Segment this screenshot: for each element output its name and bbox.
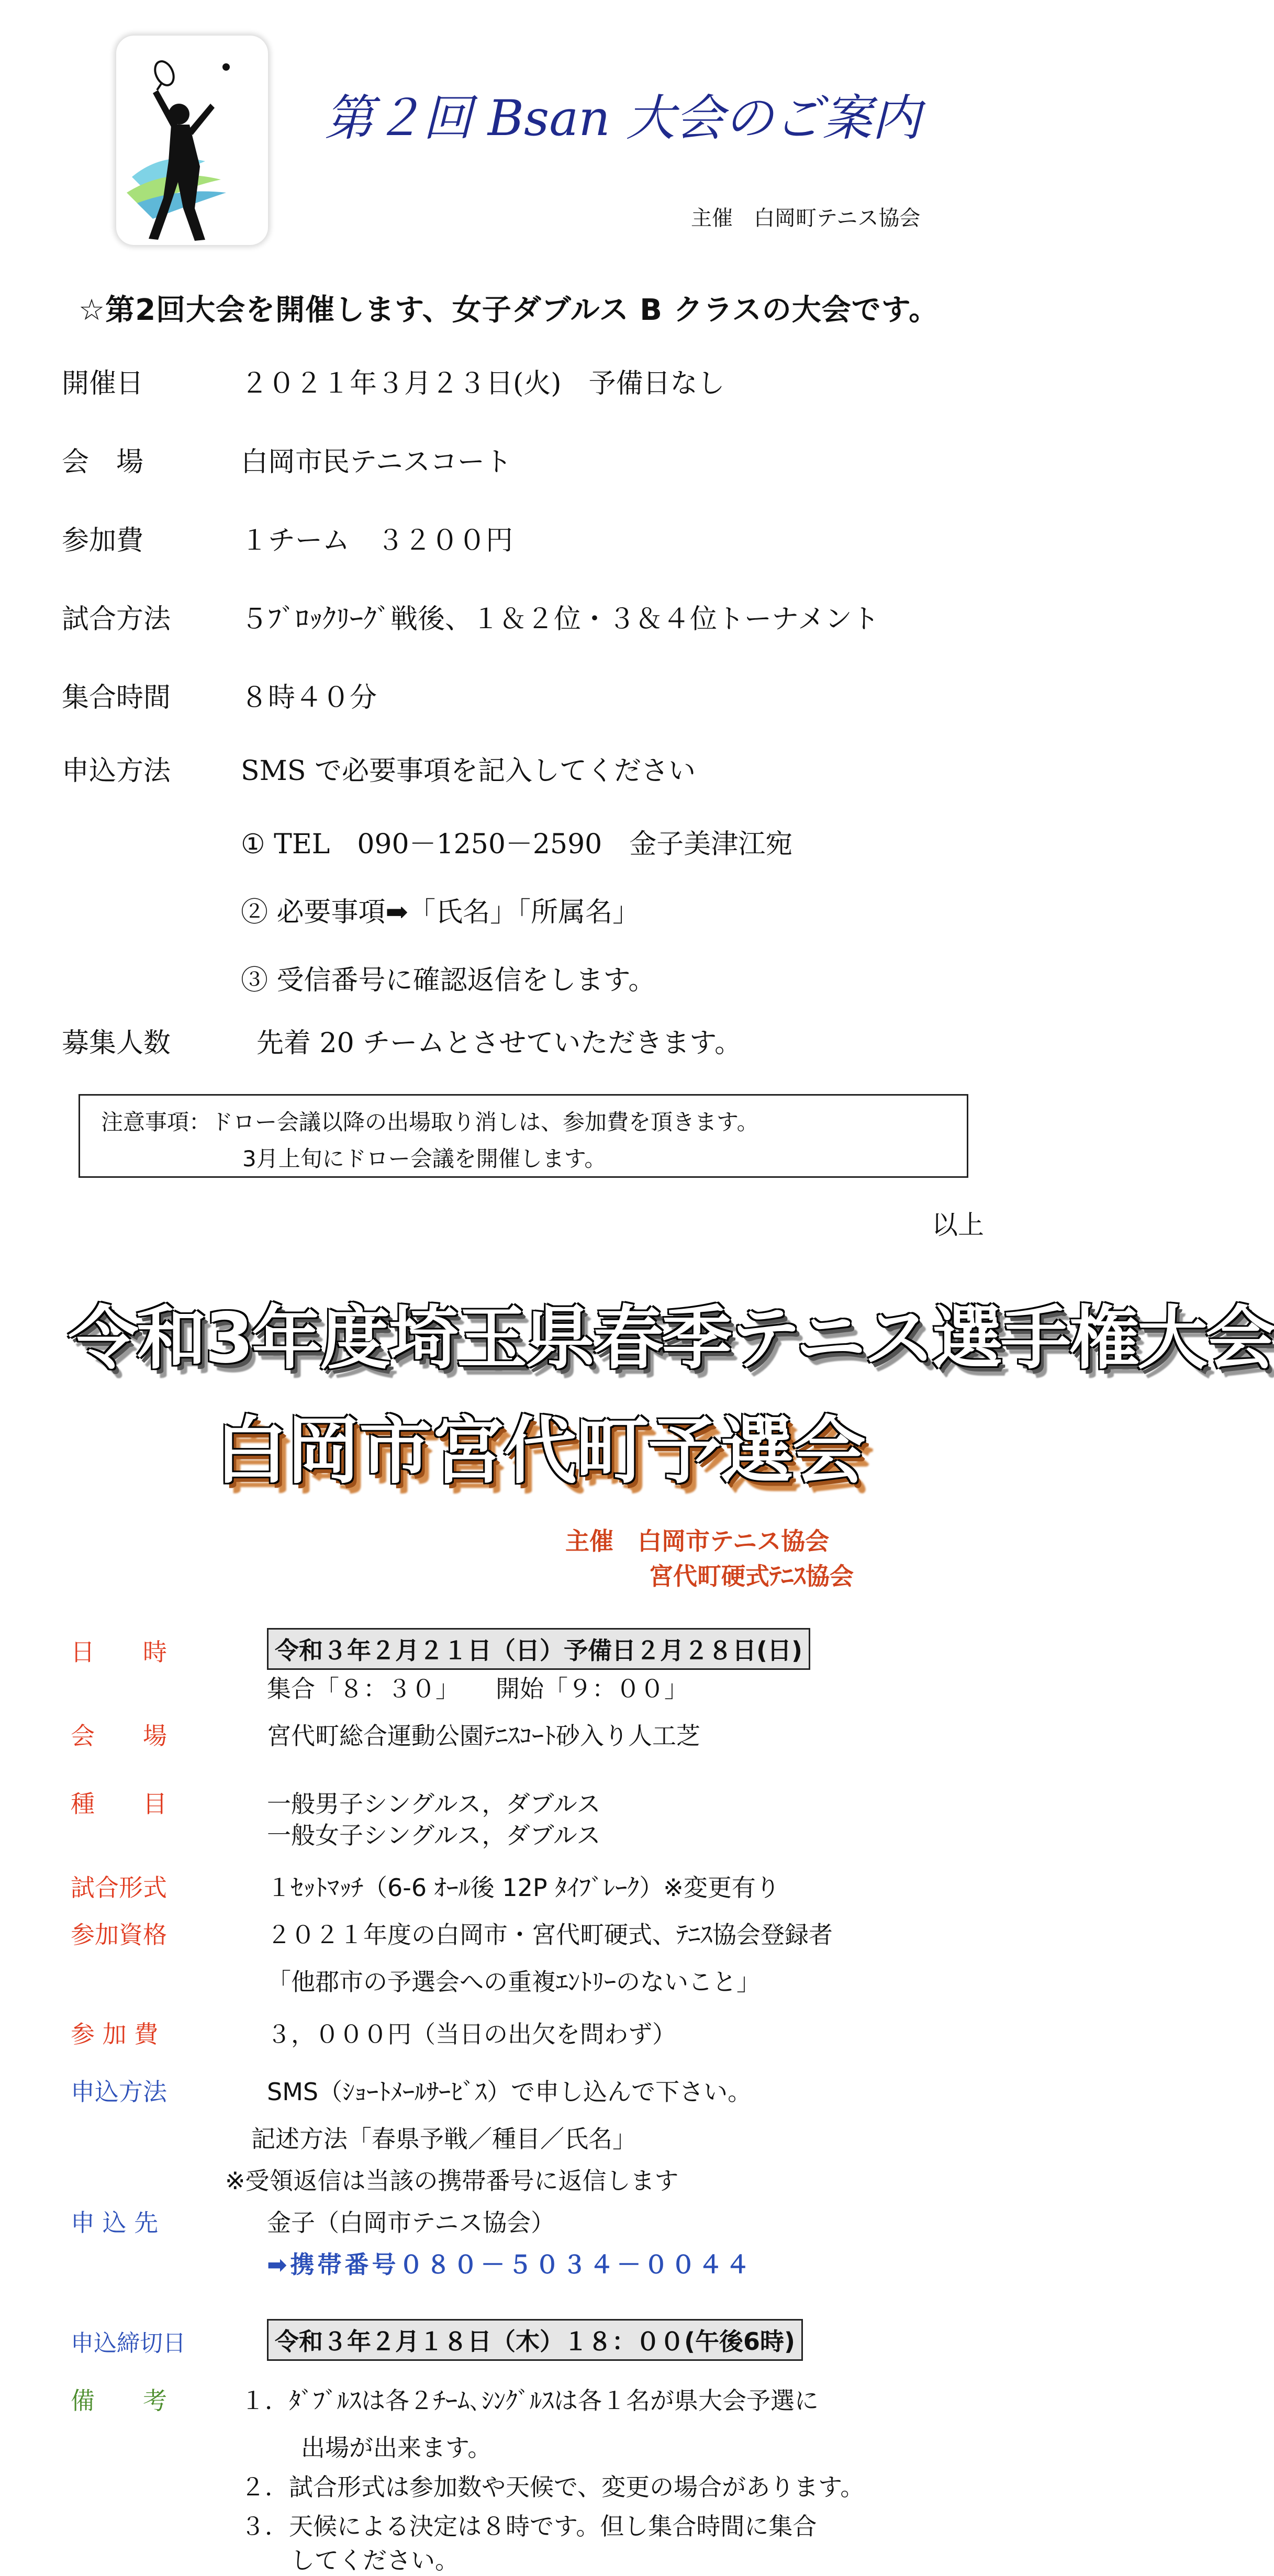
entry-fee-label: 参 加 費 — [71, 2020, 159, 2048]
application-value-1: SMS（ｼｮｰﾄﾒｰﾙｻｰﾋﾞｽ）で申し込んで下さい。 — [267, 2078, 752, 2106]
tournament-subtitle: 白岡市宮代町予選会 — [215, 1409, 865, 1494]
qualification-value-2: 「他郡市の予選会への重複ｴﾝﾄﾘｰのないこと」 — [267, 1968, 761, 1996]
qualification-label: 参加資格 — [71, 1921, 167, 1949]
contact-label: 申 込 先 — [71, 2209, 159, 2237]
apply-step-1: ① TEL 090－1250－2590 金子美津江宛 — [241, 829, 793, 860]
format-value: ５ﾌﾞﾛｯｸﾘｰｸﾞ戦後、１＆２位・３＆４位トーナメント — [241, 604, 879, 635]
apply-step-3: ③ 受信番号に確認返信をします。 — [241, 965, 656, 996]
schedule-sub: 集合「８：３０」 開始「９：００」 — [267, 1675, 688, 1703]
event-value-2: 一般女子シングルス，ダブルス — [267, 1821, 601, 1849]
apply-step-2: ② 必要事項➡「氏名」「所属名」 — [241, 897, 640, 928]
schedule-label: 日 時 — [71, 1638, 167, 1666]
recruit-value: 先着 20 チームとさせていただきます。 — [256, 1028, 742, 1059]
application-value-3: ※受領返信は当該の携帯番号に返信します — [225, 2167, 679, 2195]
closing-text: 以上 — [932, 1210, 984, 1240]
event-label: 種 目 — [71, 1790, 167, 1818]
application-value-2: 記述方法「春県予戦／種目／氏名」 — [251, 2125, 636, 2153]
date-label: 開催日 — [62, 368, 144, 399]
meet-time-label: 集合時間 — [62, 682, 171, 713]
format-label: 試合方法 — [62, 604, 171, 635]
headline: ☆第2回大会を開催します、女子ダブルス B クラスの大会です。 — [79, 293, 939, 327]
organizer: 主催 白岡町テニス協会 — [691, 206, 921, 230]
contact-value: 金子（白岡市テニス協会） — [267, 2209, 555, 2237]
page-title: 第２回 Bsan 大会のご案内 — [325, 90, 921, 147]
entry-fee-value: ３，０００円（当日の出欠を問わず） — [267, 2020, 676, 2048]
phone-number: ➡携帯番号０８０－５０３４－００４４ — [267, 2250, 753, 2279]
deadline-value: 令和３年２月１８日（木）１８：００(午後6時) — [267, 2319, 803, 2361]
apply-label: 申込方法 — [62, 755, 171, 787]
note-1a: １．ﾀﾞﾌﾞﾙｽは各２ﾁｰﾑ､ｼﾝｸﾞﾙｽは各１名が県大会予選に — [241, 2387, 819, 2415]
tournament-title: 令和3年度埼玉県春季テニス選手権大会 — [68, 1298, 1274, 1379]
fee-value: １チーム ３２００円 — [241, 525, 513, 556]
notice-line-1: 注意事項：ドロー会議以降の出場取り消しは、参加費を頂きます。 — [101, 1109, 759, 1135]
organizer-2: 宮代町硬式ﾃﾆｽ協会 — [649, 1562, 854, 1590]
note-3b: してください。 — [290, 2546, 459, 2574]
tennis-player-icon — [116, 36, 268, 245]
notes-label: 備 考 — [71, 2387, 167, 2415]
recruit-label: 募集人数 — [62, 1028, 171, 1059]
meet-time-value: ８時４０分 — [241, 682, 377, 713]
schedule-value: 令和３年２月２１日（日）予備日２月２８日(日) — [267, 1628, 810, 1670]
note-3a: ３．天候による決定は８時です。但し集合時間に集合 — [241, 2512, 817, 2540]
venue-label: 会 場 — [62, 447, 144, 478]
organizer-1: 主催 白岡市テニス協会 — [565, 1527, 830, 1555]
notice-line-2: 3月上旬にドロー会議を開催します。 — [242, 1146, 607, 1172]
apply-value: SMS で必要事項を記入してください — [241, 755, 696, 787]
venue2-label: 会 場 — [71, 1722, 167, 1750]
match-format-label: 試合形式 — [71, 1874, 167, 1902]
tennis-player-logo — [116, 36, 268, 245]
event-value-1: 一般男子シングルス，ダブルス — [267, 1790, 601, 1818]
note-1b: 出場が出来ます。 — [301, 2434, 492, 2462]
fee-label: 参加費 — [62, 525, 144, 556]
date-value: ２０２１年３月２３日(火) 予備日なし — [241, 368, 725, 399]
match-format-value: １ｾｯﾄﾏｯﾁ（6-6 ｵｰﾙ後 12P ﾀｲﾌﾞﾚｰｸ）※変更有り — [267, 1874, 780, 1902]
deadline-label: 申込締切日 — [71, 2330, 186, 2357]
venue2-value: 宮代町総合運動公園ﾃﾆｽｺｰﾄ砂入り人工芝 — [267, 1722, 700, 1750]
application-label: 申込方法 — [71, 2078, 167, 2106]
note-2: ２．試合形式は参加数や天候で、変更の場合があります。 — [241, 2473, 865, 2501]
qualification-value-1: ２０２１年度の白岡市・宮代町硬式、ﾃﾆｽ協会登録者 — [267, 1921, 833, 1949]
venue-value: 白岡市民テニスコート — [241, 447, 512, 478]
notice-box — [79, 1094, 968, 1178]
